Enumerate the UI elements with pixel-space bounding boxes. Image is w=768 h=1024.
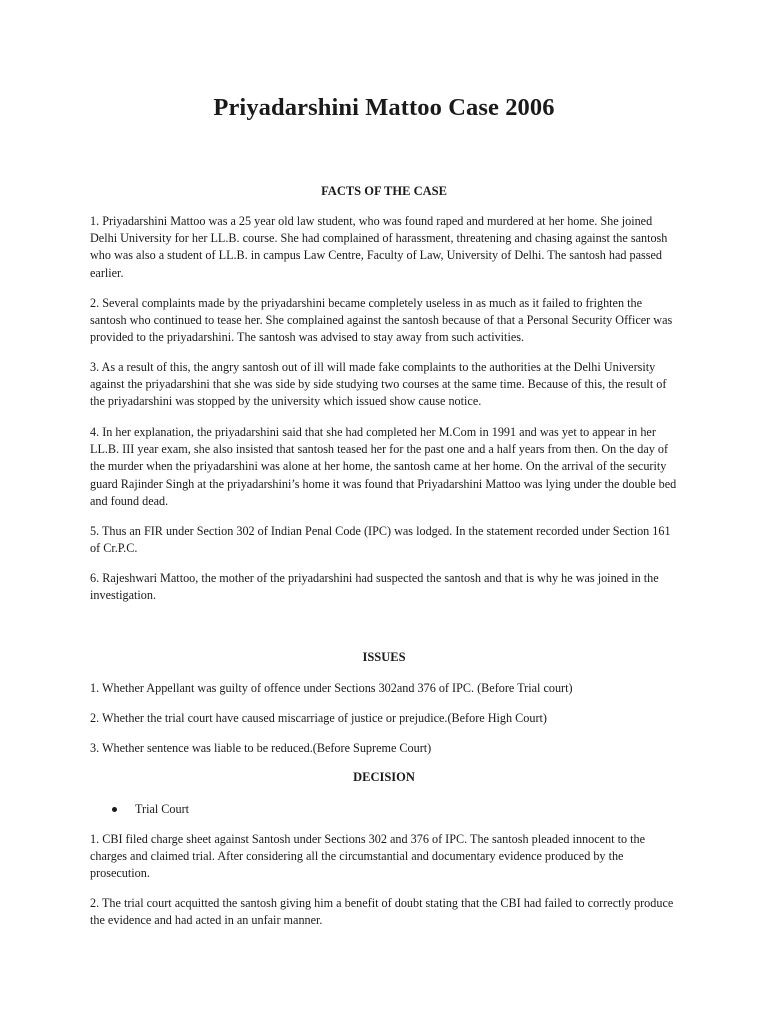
- facts-heading: FACTS OF THE CASE: [321, 184, 447, 198]
- decision-bullet-item: [112, 801, 189, 818]
- facts-paragraph-4: 4. In her explanation, the priyadarshini said that she had completed her M.Com in 1991 and was yet to appear in her LL.B. III year exam, she also insisted that santosh teased her for the past one and a half years from then. On the day of the murder when the priyadarshini was alone at her home, the santosh came at her home. On the arrival of the security guard Rajinder Singh at the priyadarshini’s home it was found that Priyadarshini Mattoo was lying under the double bed and found dead.: [90, 425, 677, 508]
- facts-paragraph-3: 3. As a result of this, the angry santosh out of ill will made fake complaints to the authorities at the Delhi University against the priyadarshini that she was side by side studying two courses at the same time. Because of this, the result of the priyadarshini was stopped by the university which issued show cause notice.: [90, 360, 667, 409]
- decision-heading: DECISION: [353, 770, 415, 784]
- issue-item-3: 3. Whether sentence was liable to be reduced.(Before Supreme Court): [90, 741, 432, 755]
- document-title: Priyadarshini Mattoo Case 2006: [213, 94, 555, 121]
- decision-bullet-label: Trial Court: [135, 802, 190, 816]
- decision-paragraph-1: 1. CBI filed charge sheet against Santosh under Sections 302 and 376 of IPC. The santosh pleaded innocent to the charges and claimed trial. After considering all the circumstantial and documentary evidence produced by the prosecution.: [90, 832, 645, 881]
- facts-paragraph-1: 1. Priyadarshini Mattoo was a 25 year old law student, who was found raped and murdered at her home. She joined Delhi University for her LL.B. course. She had complained of harassment, threatening and chasing against the santosh who was also a student of LL.B. in campus Law Centre, Faculty of Law, University of Delhi. The santosh had passed earlier.: [90, 214, 668, 280]
- issue-item-1: 1. Whether Appellant was guilty of offence under Sections 302and 376 of IPC. (Before Trial court): [90, 681, 573, 695]
- issues-heading: ISSUES: [362, 650, 406, 664]
- facts-paragraph-5: 5. Thus an FIR under Section 302 of Indian Penal Code (IPC) was lodged. In the statement recorded under Section 161 of Cr.P.C.: [90, 524, 671, 556]
- issue-item-2: 2. Whether the trial court have caused miscarriage of justice or prejudice.(Before High Court): [90, 711, 547, 725]
- facts-paragraph-6: 6. Rajeshwari Mattoo, the mother of the priyadarshini had suspected the santosh and that is why he was joined in the investigation.: [90, 571, 659, 603]
- facts-paragraph-2: 2. Several complaints made by the priyadarshini became completely useless in as much as it failed to frighten the santosh who continued to tease her. She complained against the santosh because of that a Personal Security Officer was provided to the priyadarshini. The santosh was advised to stay away from such activities.: [90, 296, 673, 345]
- decision-paragraph-2: 2. The trial court acquitted the santosh giving him a benefit of doubt stating that the CBI had failed to correctly produce the evidence and had acted in an unfair manner.: [90, 896, 674, 928]
- bullet-icon: [112, 807, 117, 812]
